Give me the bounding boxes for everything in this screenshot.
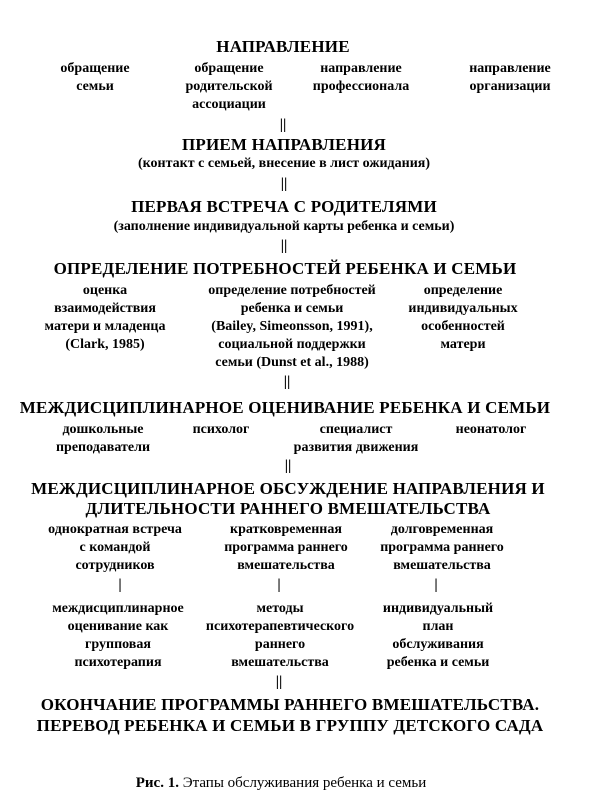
source-organization-referral: направление организации bbox=[469, 61, 551, 94]
node-discussion-title-line1: МЕЖДИСЦИПЛИНАРНОЕ ОБСУЖДЕНИЕ НАПРАВЛЕНИЯ И bbox=[31, 479, 545, 498]
connector-option-2: | bbox=[277, 577, 281, 593]
node-end-line2: ПЕРЕВОД РЕБЕНКА И СЕМЬИ В ГРУППУ ДЕТСКОГО САДА bbox=[36, 716, 544, 735]
source-family-request: обращение семьи bbox=[60, 61, 130, 94]
assessor-preschool-teachers: дошкольные преподаватели bbox=[55, 422, 151, 455]
node-discussion-title-line2: ДЛИТЕЛЬНОСТИ РАННЕГО ВМЕШАТЕЛЬСТВА bbox=[85, 499, 491, 518]
option-short-term-program: кратковременная программа раннего вмешательства bbox=[224, 522, 348, 573]
connector-option-3: | bbox=[434, 577, 438, 593]
assessor-movement-specialist: специалист развития движения bbox=[293, 422, 419, 455]
node-first-meeting-sub: (заполнение индивидуальной карты ребенка и семьи) bbox=[113, 219, 455, 234]
node-first-meeting-title: ПЕРВАЯ ВСТРЕЧА С РОДИТЕЛЯМИ bbox=[131, 197, 437, 216]
connector-3: || bbox=[280, 238, 288, 254]
figure-caption bbox=[136, 776, 427, 791]
needs-family-needs: определение потребностей ребенка и семьи (Bailey, Simeonsson, 1991), социальной поддержки семьи (Dunst et al., 1988) bbox=[208, 283, 376, 370]
node-intake-sub: (контакт с семьей, внесение в лист ожидания) bbox=[138, 156, 430, 171]
connector-option-1: | bbox=[118, 577, 122, 593]
assessor-neonatologist: неонатолог bbox=[455, 422, 527, 437]
connector-1: || bbox=[279, 117, 287, 133]
option-long-term-program: долговременная программа раннего вмешательства bbox=[380, 522, 504, 573]
option-single-meeting: однократная встреча с командой сотрудников bbox=[48, 522, 182, 573]
figure-caption-label: Рис. 1. bbox=[135, 775, 179, 791]
connector-6: || bbox=[275, 674, 283, 690]
node-end-line1: ОКОНЧАНИЕ ПРОГРАММЫ РАННЕГО ВМЕШАТЕЛЬСТВА. bbox=[40, 695, 540, 714]
needs-mother-features: определение индивидуальных особенностей матери bbox=[408, 283, 518, 352]
outcome-individual-plan: индивидуальный план обслуживания ребенка и семьи bbox=[382, 601, 494, 670]
connector-4: || bbox=[283, 374, 291, 390]
outcome-psychotherapeutic-methods: методы психотерапевтического раннего вмешательства bbox=[205, 601, 355, 670]
node-assessment-title: МЕЖДИСЦИПЛИНАРНОЕ ОЦЕНИВАНИЕ РЕБЕНКА И СЕМЬИ bbox=[19, 398, 551, 417]
needs-interaction-assessment: оценка взаимодействия матери и младенца (Clark, 1985) bbox=[44, 283, 166, 352]
source-professional-referral: направление профессионала bbox=[312, 61, 410, 94]
node-intake-title: ПРИЕМ НАПРАВЛЕНИЯ bbox=[181, 135, 387, 154]
connector-2: || bbox=[280, 176, 288, 192]
connector-5: || bbox=[284, 458, 292, 474]
outcome-group-psychotherapy: междисциплинарное оценивание как групповая психотерапия bbox=[52, 601, 184, 670]
source-parent-association: обращение родительской ассоциации bbox=[185, 61, 273, 112]
node-referral-title: НАПРАВЛЕНИЕ bbox=[216, 37, 350, 56]
node-needs-title: ОПРЕДЕЛЕНИЕ ПОТРЕБНОСТЕЙ РЕБЕНКА И СЕМЬИ bbox=[53, 259, 517, 278]
assessor-psychologist: психолог bbox=[192, 422, 250, 437]
figure-caption-text: Этапы обслуживания ребенка и семьи bbox=[178, 775, 427, 791]
